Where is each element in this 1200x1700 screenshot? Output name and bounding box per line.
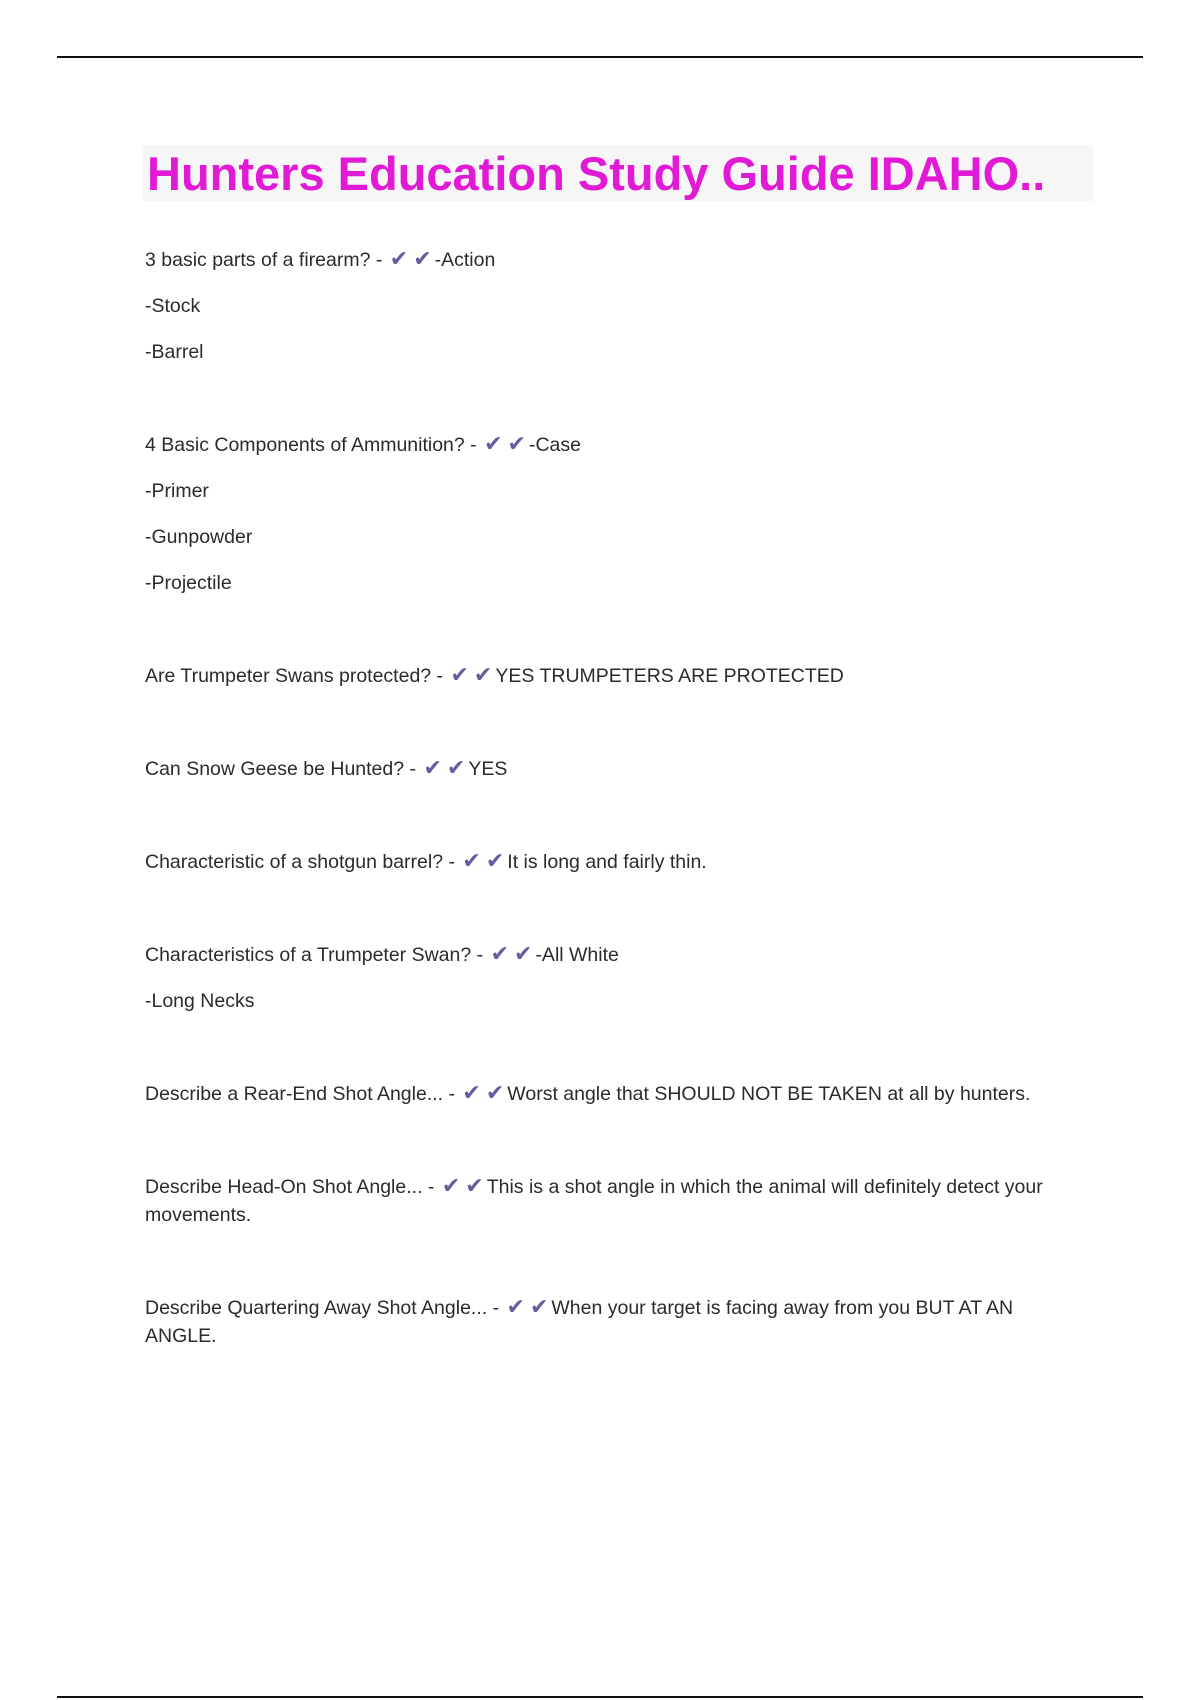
check-icon: ✔ [514,942,533,967]
check-icon: ✔ [490,942,509,967]
answer-text: When your target is facing away from you BUT AT AN ANGLE. [145,1297,1014,1347]
answer-text: -Action [434,249,496,271]
qa-line [145,755,1075,783]
check-icon: ✔ [473,663,493,688]
answer-continuation: -Projectile [145,572,232,594]
question-text: Characteristics of a Trumpeter Swan? - [145,944,484,966]
check-icon: ✔ [507,432,526,457]
qa-line [145,246,1075,274]
answer-text: YES TRUMPETERS ARE PROTECTED [495,665,844,687]
answer-text: It is long and fairly thin. [507,851,707,873]
check-icon: ✔ [462,849,481,874]
qa-item [145,662,1075,690]
qa-list [145,246,1075,1415]
qa-line [145,431,1075,459]
top-rule [57,56,1143,58]
qa-item [145,1080,1075,1108]
answer-text: -All White [535,944,619,966]
check-icon: ✔ [485,849,505,874]
document-title: Hunters Education Study Guide IDAHO.. [147,147,1046,200]
qa-line [145,848,1075,876]
qa-line [145,662,1075,690]
qa-line [145,1294,1075,1350]
qa-item [145,1294,1075,1350]
qa-item [145,246,1075,366]
check-icon: ✔ [446,756,466,781]
check-icon: ✔ [484,432,503,457]
bottom-rule [57,1696,1143,1698]
question-text: Describe Quartering Away Shot Angle... - [145,1297,500,1319]
answer-text: -Case [528,434,581,456]
check-icon: ✔ [462,1081,481,1106]
check-icon: ✔ [441,1174,461,1199]
question-text: Characteristic of a shotgun barrel? - [145,851,455,873]
check-icon: ✔ [423,756,442,781]
check-icon: ✔ [413,247,432,272]
answer-continuation: -Primer [145,480,209,502]
question-text: Can Snow Geese be Hunted? - [145,758,417,780]
qa-item [145,431,1075,597]
check-icon: ✔ [465,1174,484,1199]
qa-line [145,1080,1075,1108]
qa-item [145,848,1075,876]
qa-item [145,1173,1075,1229]
qa-line [145,1173,1075,1229]
check-icon: ✔ [529,1295,549,1320]
qa-line [145,941,1075,969]
check-icon: ✔ [389,247,409,272]
answer-continuation: -Barrel [145,341,204,363]
answer-continuation: -Stock [145,295,201,317]
check-icon: ✔ [450,663,469,688]
question-text: Are Trumpeter Swans protected? - [145,665,444,687]
qa-item [145,755,1075,783]
question-text: Describe a Rear-End Shot Angle... - [145,1083,455,1105]
check-icon: ✔ [506,1295,525,1320]
question-text: 4 Basic Components of Ammunition? - [145,434,477,456]
answer-text: Worst angle that SHOULD NOT BE TAKEN at all by hunters. [507,1083,1031,1105]
check-icon: ✔ [485,1081,505,1106]
answer-continuation: -Gunpowder [145,526,253,548]
answer-continuation: -Long Necks [145,990,255,1012]
qa-item [145,941,1075,1015]
question-text: Describe Head-On Shot Angle... - [145,1176,435,1198]
question-text: 3 basic parts of a firearm? - [145,249,383,271]
answer-text: This is a shot angle in which the animal will definitely detect your movements. [145,1176,1043,1226]
answer-text: YES [468,758,508,780]
